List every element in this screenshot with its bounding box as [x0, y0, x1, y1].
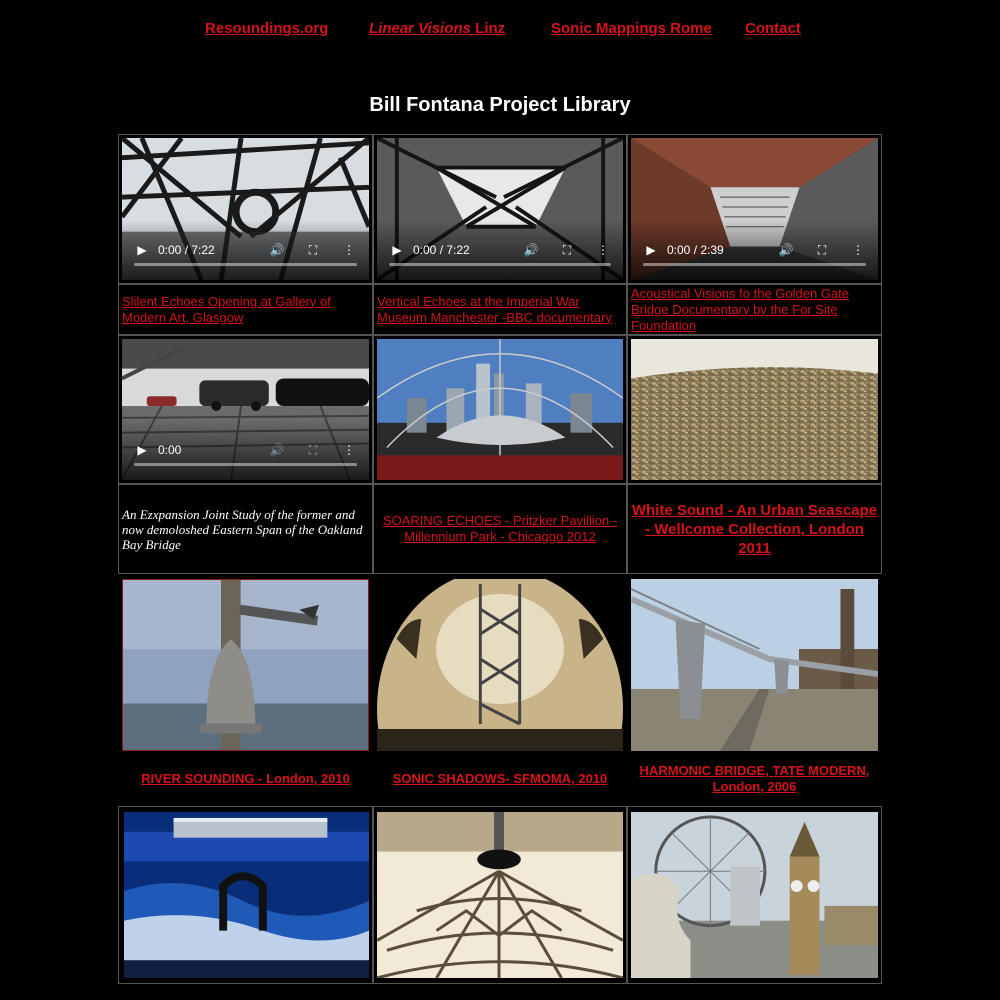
caption-expansion-joint: An Ezxpansion Joint Study of the former and now demoloshed Eastern Span of the Oakland Bay Bridge: [122, 506, 363, 552]
video-player-expansion-joint[interactable]: [122, 339, 369, 480]
caption-container: [631, 285, 878, 334]
nav-link-resoundings[interactable]: Resoundings.org: [205, 20, 329, 37]
caption-cell-soaring-echoes: [373, 484, 627, 574]
dome-floor-pattern-image: [377, 812, 623, 978]
caption-container: [377, 485, 623, 573]
image-sonic-shadows[interactable]: [377, 579, 623, 751]
nav-link-contact[interactable]: Contact: [745, 20, 801, 37]
caption-container: [122, 285, 369, 334]
caption-cell-acoustical-visions: [627, 284, 882, 335]
caption-link-vertical-echoes[interactable]: Vertical Echoes at the Imperial War Museum Manchester -BBC documentary: [377, 293, 612, 325]
more-options-icon[interactable]: ⋮: [343, 243, 355, 257]
pritzker-pavilion-fisheye-image: [377, 339, 623, 480]
caption-cell-expansion-joint: [118, 484, 373, 574]
image-cell-london-eye: [627, 806, 882, 984]
image-cell-dome-pattern: [373, 806, 627, 984]
fullscreen-icon[interactable]: ⛶: [308, 443, 318, 457]
play-icon[interactable]: ▶: [392, 243, 402, 257]
fullscreen-icon[interactable]: ⛶: [308, 243, 318, 257]
video-cell-expansion-joint: [118, 335, 373, 484]
video-time: 0:00 / 7:22: [413, 243, 470, 257]
image-cell-ocean-bridge: [118, 806, 373, 984]
caption-link-soaring-echoes[interactable]: SOARING ECHOES - Pritzker Pavillion - Millennium Park - Chicaggo 2012: [382, 513, 618, 544]
video-time: 0:00 / 7:22: [158, 243, 215, 257]
video-progress-bar[interactable]: [134, 463, 357, 466]
video-time: 0:00 / 2:39: [667, 243, 724, 257]
video-time: 0:00: [158, 443, 182, 457]
image-pritzker-pavilion[interactable]: [377, 339, 623, 480]
river-sounding-bell-image: [123, 580, 368, 750]
white-sound-pebbles-image: [631, 339, 878, 480]
caption-cell-white-sound: [627, 484, 882, 574]
caption-cell-sonic-shadows: [373, 754, 627, 804]
video-progress-bar[interactable]: [134, 263, 357, 266]
video-controls: [122, 220, 369, 280]
caption-container: [377, 285, 623, 334]
image-dome-pattern[interactable]: [377, 812, 623, 978]
volume-icon[interactable]: 🔊: [269, 443, 285, 457]
caption-container: [377, 755, 623, 803]
image-river-sounding[interactable]: [122, 579, 369, 751]
caption-link-acoustical-visions[interactable]: Acoustical Visions fo the Golden Gate Bridge Documentary by the For Site Foundation: [631, 285, 849, 333]
caption-cell-harmonic-bridge: [627, 754, 882, 804]
image-cell-river-sounding: [118, 576, 373, 754]
top-nav: [0, 18, 1000, 44]
video-controls: [631, 220, 878, 280]
image-cell-white-sound: [627, 335, 882, 484]
caption-link-white-sound[interactable]: White Sound - An Urban Seascape - Wellcome Collection, London 2011: [631, 501, 878, 557]
caption-container: [631, 485, 878, 573]
caption-link-harmonic-bridge[interactable]: HARMONIC BRIDGE, TATE MODERN, London, 2006: [639, 763, 870, 794]
image-london-eye[interactable]: [631, 812, 878, 978]
caption-link-silent-echoes[interactable]: Slilent Echoes Opening at Gallery of Modern Art, Glasgow: [122, 293, 331, 325]
nav-link-linz-italic: Linear Visions: [369, 20, 471, 37]
play-icon[interactable]: ▶: [137, 243, 147, 257]
caption-cell-river-sounding: [118, 754, 373, 804]
fullscreen-icon[interactable]: ⛶: [817, 243, 827, 257]
sonic-shadows-sfmoma-image: [377, 579, 623, 751]
more-options-icon[interactable]: ⋮: [343, 443, 355, 457]
image-white-sound[interactable]: [631, 339, 878, 480]
caption-cell-vertical-echoes: [373, 284, 627, 335]
play-icon[interactable]: ▶: [137, 443, 147, 457]
page-title: Bill Fontana Project Library: [369, 94, 631, 116]
caption-link-river-sounding[interactable]: RIVER SOUNDING - London, 2010: [141, 771, 350, 786]
video-player-acoustical-visions[interactable]: [631, 138, 878, 280]
caption-cell-silent-echoes: [118, 284, 373, 335]
london-eye-big-ben-image: [631, 812, 878, 978]
video-cell-vertical-echoes: [373, 134, 627, 284]
image-cell-harmonic-bridge: [627, 576, 882, 754]
image-harmonic-bridge[interactable]: [631, 579, 878, 751]
more-options-icon[interactable]: ⋮: [597, 243, 609, 257]
volume-icon[interactable]: 🔊: [778, 243, 794, 257]
fullscreen-icon[interactable]: ⛶: [562, 243, 572, 257]
caption-container: [122, 755, 369, 803]
video-progress-bar[interactable]: [643, 263, 866, 266]
image-ocean-bridge[interactable]: [124, 812, 369, 978]
ocean-bridge-collage-image: [124, 812, 369, 978]
image-cell-sonic-shadows: [373, 576, 627, 754]
video-progress-bar[interactable]: [389, 263, 611, 266]
volume-icon[interactable]: 🔊: [523, 243, 539, 257]
caption-container: [631, 755, 878, 803]
more-options-icon[interactable]: ⋮: [852, 243, 864, 257]
play-icon[interactable]: ▶: [646, 243, 656, 257]
video-controls: [377, 220, 623, 280]
volume-icon[interactable]: 🔊: [269, 243, 285, 257]
nav-link-linear-visions-linz[interactable]: [369, 20, 505, 37]
video-player-silent-echoes[interactable]: [122, 138, 369, 280]
caption-link-sonic-shadows[interactable]: SONIC SHADOWS- SFMOMA, 2010: [392, 771, 608, 786]
harmonic-bridge-millennium-image: [631, 579, 878, 751]
video-controls: [122, 420, 369, 480]
image-cell-pritzker-pavilion: [373, 335, 627, 484]
nav-link-sonic-mappings-rome[interactable]: Sonic Mappings Rome: [551, 20, 712, 37]
video-cell-silent-echoes: [118, 134, 373, 284]
video-player-vertical-echoes[interactable]: [377, 138, 623, 280]
video-cell-acoustical-visions: [627, 134, 882, 284]
nav-link-linz-rest: Linz: [470, 20, 506, 37]
